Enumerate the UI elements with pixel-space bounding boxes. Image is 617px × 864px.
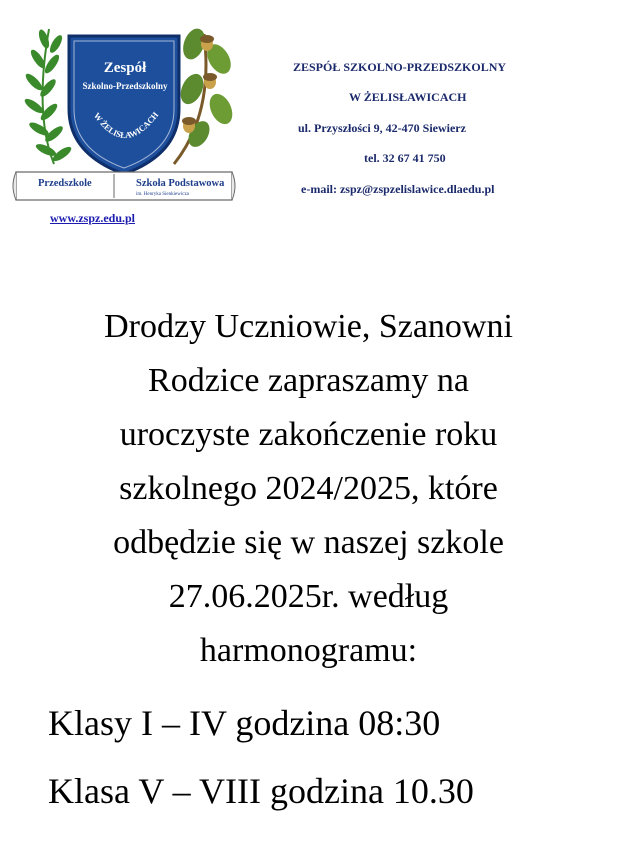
message-line: harmonogramu: xyxy=(199,632,418,669)
scroll-label-primary-school: Szkoła Podstawowa xyxy=(136,178,225,189)
message-line: Rodzice zapraszamy na xyxy=(148,362,469,399)
scroll-label-preschool: Przedszkole xyxy=(38,178,92,189)
message-line: szkolnego 2024/2025, które xyxy=(119,470,498,507)
shield-arc-text xyxy=(14,14,244,204)
website-link[interactable]: www.zspz.edu.pl xyxy=(50,211,136,225)
school-logo xyxy=(14,14,244,204)
message-line: uroczyste zakończenie roku xyxy=(119,416,498,453)
shield-subtitle: Szkolno-Przedszkolny xyxy=(82,81,168,91)
school-name: ZESPÓŁ SZKOLNO-PRZEDSZKOLNY xyxy=(293,60,507,74)
message-line: odbędzie się w naszej szkole xyxy=(113,524,504,561)
invitation-message xyxy=(20,300,597,678)
scroll-patron: im. Henryka Sienkiewicza xyxy=(136,192,189,197)
school-city: W ŻELISŁAWICACH xyxy=(349,90,467,104)
school-phone: tel. 32 67 41 750 xyxy=(364,151,446,165)
message-line: 27.06.2025r. według xyxy=(168,578,449,615)
school-address: ul. Przyszłości 9, 42-470 Siewierz xyxy=(298,121,466,135)
schedule-classes-5-8: Klasa V – VIII godzina 10.30 xyxy=(48,771,474,811)
shield-title: Zespół xyxy=(103,60,147,76)
school-email: e-mail: zspz@zspzelislawice.dlaedu.pl xyxy=(301,182,495,196)
message-line: Drodzy Uczniowie, Szanowni xyxy=(104,308,513,345)
schedule-classes-1-4: Klasy I – IV godzina 08:30 xyxy=(48,703,441,743)
svg-text:W ŻELISŁAWICACH: W ŻELISŁAWICACH xyxy=(91,109,161,141)
